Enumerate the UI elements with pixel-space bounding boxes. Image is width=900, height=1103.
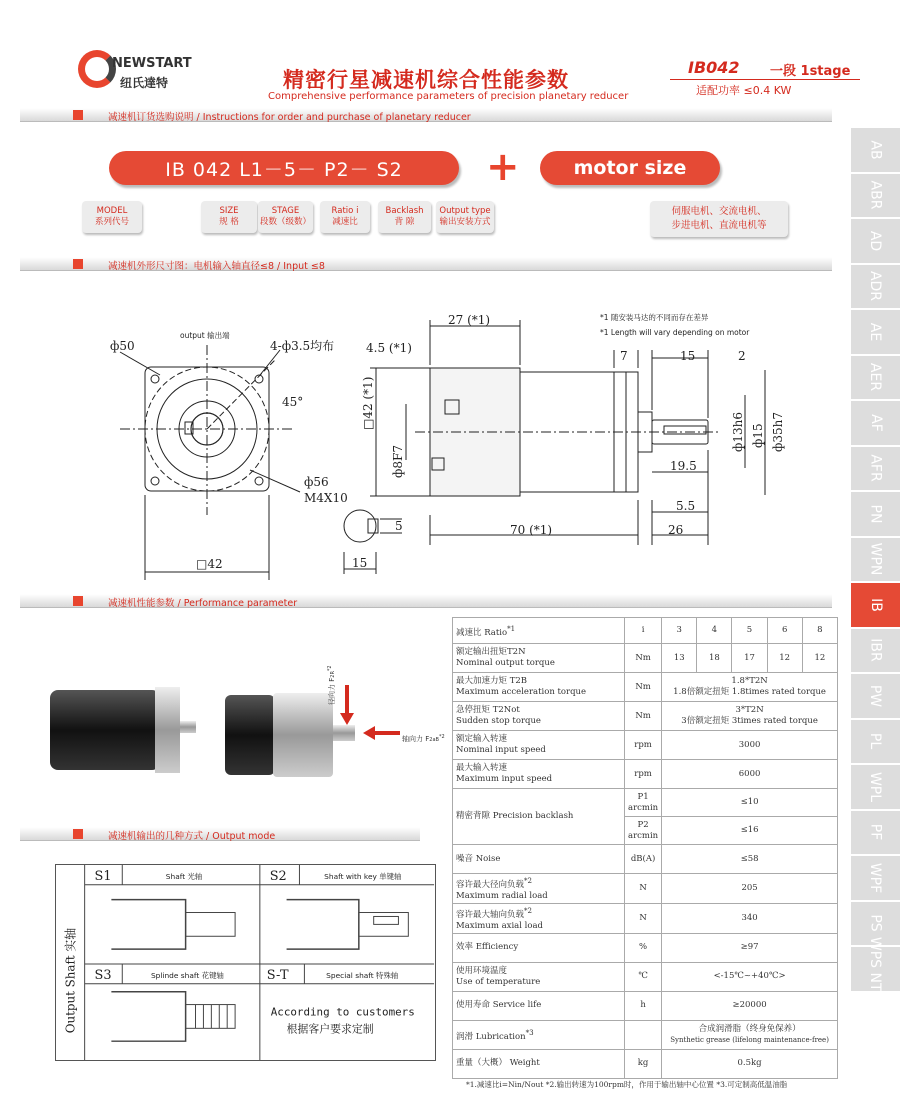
tab-pf[interactable]: PF — [851, 811, 900, 857]
mode-st-desc: Special shaft 特殊轴 — [326, 970, 399, 980]
product-photo — [30, 665, 445, 815]
mode-s2-desc: Shaft with key 单键轴 — [324, 871, 402, 881]
section-title-dims: 减速机外形尺寸图：电机输入轴直径≤8 / Input ≤8 — [108, 261, 325, 272]
dim-phi15: ф15 — [751, 423, 765, 448]
chip-ratio: Ratio i 减速比 — [320, 201, 370, 233]
brand-cn: 纽氏達特 — [120, 76, 169, 90]
chip-stage: STAGE 段数（级数） — [258, 201, 313, 233]
chip-backlash: Backlash 背 隙 — [378, 201, 431, 233]
mode-s2: S2 — [269, 868, 287, 884]
table-row: 精密背隙 Precision backlash P1 arcmin ≤10 — [453, 789, 838, 817]
dim-2: 2 — [738, 349, 746, 363]
mode-s3-desc: Splinde shaft 花键轴 — [150, 970, 224, 980]
tab-wps-ntx[interactable]: WPS NTX — [851, 947, 900, 993]
brand-name: NEWSTART — [112, 56, 192, 71]
output-modes-table — [55, 864, 436, 1061]
table-row: 最大加速力矩 T2B Maximum acceleration torque Nm 1.8*T2N 1.8倍额定扭矩 1.8times rated torque — [453, 673, 838, 702]
dim-phi35: ф35h7 — [771, 411, 785, 452]
motor-body — [50, 690, 160, 770]
header-divider — [670, 79, 860, 80]
table-row: 额定输入转速 Nominal input speed rpm 3000 — [453, 731, 838, 760]
note-1-cn: *1 随安装马达的不同而存在差异 — [600, 313, 709, 322]
dim-key-5: 5 — [395, 519, 403, 533]
series-tabs — [851, 128, 900, 1001]
table-row: 最大输入转速 Maximum input speed rpm 6000 — [453, 760, 838, 789]
tab-wpf[interactable]: WPF — [851, 856, 900, 902]
reducer-body — [273, 693, 333, 777]
tab-ibr[interactable]: IBR — [851, 629, 900, 675]
dim-phi50: ф50 — [110, 339, 135, 353]
output-shaft-label: Output Shaft 实轴 — [63, 927, 78, 1034]
tab-ib[interactable]: IB — [851, 583, 900, 629]
tab-aer[interactable]: AER — [851, 356, 900, 402]
motor-shaft — [180, 721, 196, 733]
tab-ad[interactable]: AD — [851, 219, 900, 265]
tab-ae[interactable]: AE — [851, 310, 900, 356]
motor-flange — [155, 687, 180, 773]
tab-ps[interactable]: PS — [851, 902, 900, 948]
table-row: 容许最大轴向负载$^{*2}$ Maximum axial load N 340 — [453, 903, 838, 933]
dim-70: 70 (*1) — [510, 523, 553, 537]
tab-wpl[interactable]: WPL — [851, 765, 900, 811]
custom-en: According to customers — [270, 1005, 415, 1019]
plus-icon: + — [486, 144, 520, 190]
table-row: 重量（大概） Weight kg 0.5kg — [453, 1049, 838, 1078]
dim-45: 4.5 (*1) — [366, 341, 412, 355]
motor-types-chip: 伺服电机、交流电机、 步进电机、直流电机等 — [650, 201, 788, 237]
table-row: 使用环境温度 Use of temperature ℃ <-15℃~+40℃> — [453, 962, 838, 991]
section-title-order: 减速机订货选购说明 / Instructions for order and purchase of planetary reducer — [108, 112, 471, 123]
motor-size-pill: motor size — [540, 151, 720, 185]
radial-force-label: 径向力 $F2R^{*2}$ — [327, 665, 336, 705]
dim-15: 15 — [680, 349, 696, 363]
table-row: P2 arcmin ≤16 — [453, 817, 838, 845]
table-row: 噪音 Noise dB(A) ≤58 — [453, 845, 838, 874]
dim-55: 5.5 — [676, 499, 696, 513]
dim-phi56: ф56 — [304, 475, 329, 489]
section-bar-dims — [20, 257, 832, 271]
tab-adr[interactable]: ADR — [851, 265, 900, 311]
section-title-perf: 减速机性能参数 / Performance parameter — [108, 598, 298, 609]
tab-ab[interactable]: AB — [851, 128, 900, 174]
chip-output-type: Output type 输出安装方式 — [436, 201, 494, 233]
table-row: 急停扭矩 T2Not Sudden stop torque Nm 3*T2N 3倍额定扭矩 3times rated torque — [453, 702, 838, 731]
tab-afr[interactable]: AFR — [851, 447, 900, 493]
table-row: 使用寿命 Service life h ≥20000 — [453, 991, 838, 1020]
tab-abr[interactable]: ABR — [851, 174, 900, 220]
section-marker-icon — [73, 596, 83, 606]
dimension-drawing — [0, 290, 850, 590]
mode-s3: S3 — [94, 967, 112, 983]
section-bar-perf — [20, 594, 832, 608]
mode-s1: S1 — [94, 868, 112, 884]
dim-sq42-v: □42 (*1) — [361, 376, 375, 430]
dim-26: 26 — [668, 523, 684, 537]
section-marker-icon — [73, 110, 83, 120]
reducer-input — [225, 695, 275, 775]
dim-phi8: ф8F7 — [391, 445, 405, 478]
mode-s1-desc: Shaft 光轴 — [165, 871, 203, 881]
dim-195: 19.5 — [670, 459, 697, 473]
axial-force-label: 轴向力 $F2aB^{*2}$ — [402, 734, 445, 743]
dim-7: 7 — [620, 349, 628, 363]
tab-pl[interactable]: PL — [851, 720, 900, 766]
dim-phi13: ф13h6 — [731, 411, 745, 452]
table-row: 润滑 Lubrication$^{*3}$ 合成润滑脂（终身免保养） Synthetic grease (lifelong maintenance-free) — [453, 1020, 838, 1049]
custom-cn: 根据客户要求定制 — [286, 1022, 374, 1036]
model-stage: 一段 1stage — [770, 64, 851, 79]
tab-pn[interactable]: PN — [851, 492, 900, 538]
table-row: 效率 Efficiency % ≥97 — [453, 933, 838, 962]
performance-table — [452, 617, 838, 1079]
dim-holes: 4-ф3.5均布 — [270, 339, 335, 353]
chip-model: MODEL 系列代号 — [82, 201, 142, 233]
tab-wpn[interactable]: WPN — [851, 538, 900, 584]
dim-m4: M4X10 — [304, 491, 348, 505]
model-power: 适配功率 ≤0.4 KW — [696, 84, 792, 97]
output-label: output 输出端 — [180, 331, 230, 340]
dim-key-15: 15 — [352, 556, 368, 570]
section-bar-order — [20, 108, 832, 122]
chip-size: SIZE 规 格 — [201, 201, 257, 233]
mode-st: S-T — [266, 967, 289, 983]
dim-27: 27 (*1) — [448, 313, 491, 327]
dim-angle: 45° — [282, 395, 304, 409]
table-row: 容许最大径向负载$^{*2}$ Maximum radial load N 205 — [453, 874, 838, 904]
tab-af[interactable]: AF — [851, 401, 900, 447]
page-subtitle: Comprehensive performance parameters of precision planetary reducer — [268, 91, 629, 102]
table-notes: *1.减速比i=Nin/Nout *2.输出转速为100rpm时，作用于输出轴中心位置 *3.可定制高低温油脂 — [466, 1080, 788, 1089]
dim-sq42: □42 — [196, 557, 223, 571]
brand-logo-icon — [78, 50, 116, 88]
section-bar-output — [20, 827, 420, 841]
tab-pw[interactable]: PW — [851, 674, 900, 720]
table-row: 减速比 Ratio$^{*1}$ i 3 4 5 6 8 — [453, 618, 838, 644]
table-row: 额定输出扭矩T2N Nominal output torque Nm 13 18 17 12 12 — [453, 644, 838, 673]
section-title-output: 减速机输出的几种方式 / Output mode — [108, 831, 276, 842]
reducer-shaft — [333, 725, 355, 741]
section-marker-icon — [73, 829, 83, 839]
section-marker-icon — [73, 259, 83, 269]
note-1-en: *1 Length will vary depending on motor — [600, 328, 750, 337]
order-code-pill: IB 042 L1－5－ P2－ S2 — [109, 151, 459, 185]
page-title: 精密行星减速机综合性能参数 — [283, 68, 569, 92]
model-code: IB042 — [688, 58, 740, 77]
